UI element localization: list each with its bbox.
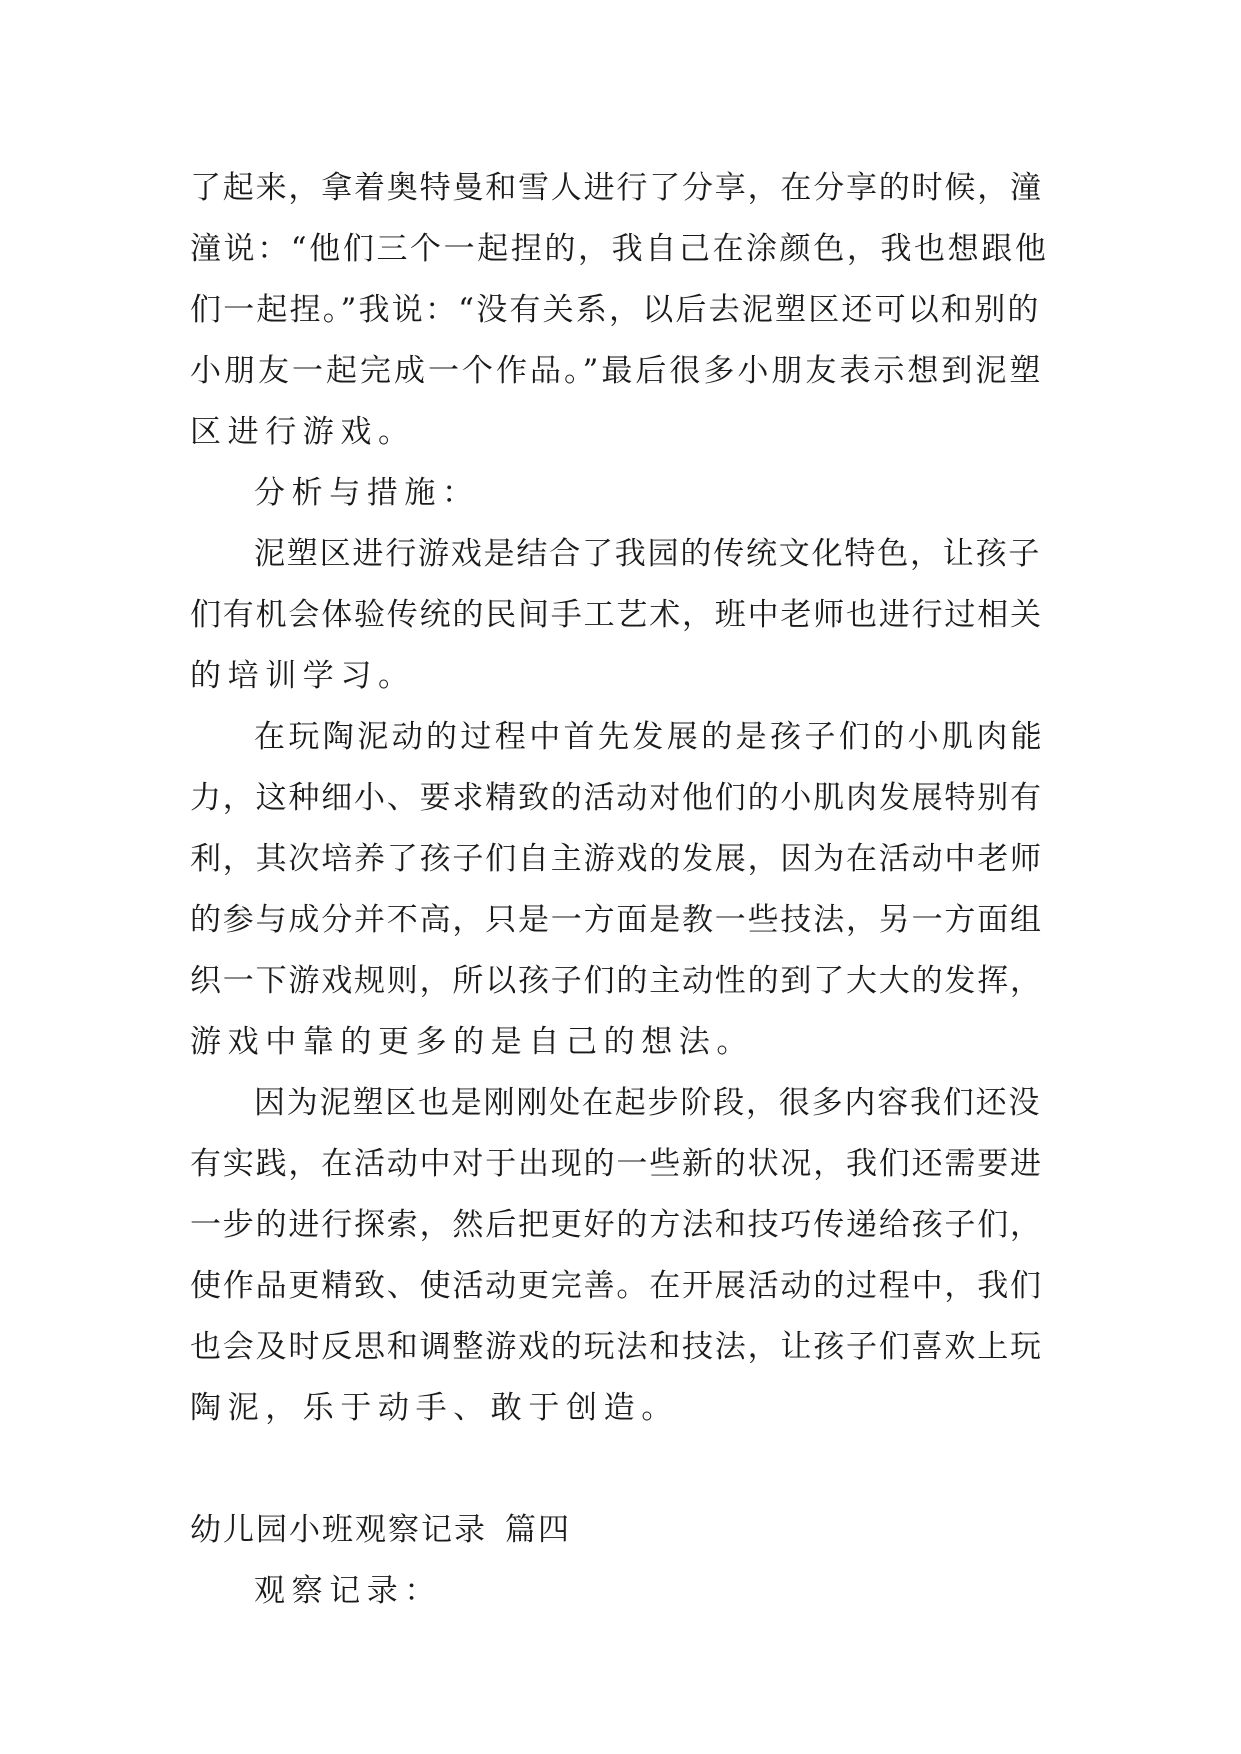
text-line: 利，其次培养了孩子们自主游戏的发展，因为在活动中老师 <box>190 841 1043 877</box>
text-line: 泥塑区进行游戏是结合了我园的传统文化特色，让孩子 <box>254 536 1042 572</box>
text-line: 在玩陶泥动的过程中首先发展的是孩子们的小肌肉能 <box>254 719 1046 755</box>
text-line: 使作品更精致、使活动更完善。在开展活动的过程中，我们 <box>190 1268 1043 1304</box>
section-part: 篇四 <box>505 1512 571 1548</box>
text-line: 的培训学习。 <box>190 658 416 694</box>
document-body <box>190 158 1050 1622</box>
text-line: 游戏中靠的更多的是自己的想法。 <box>190 1024 754 1060</box>
text-line: 力，这种细小、要求精致的活动对他们的小肌肉发展特别有 <box>190 780 1043 816</box>
text-line: 小朋友一起完成一个作品。”最后很多小朋友表示想到泥塑 <box>190 353 1044 389</box>
text-line: 一步的进行探索，然后把更好的方法和技巧传递给孩子们， <box>190 1207 1043 1243</box>
section-continuation <box>190 158 1050 463</box>
text-line: 区进行游戏。 <box>190 414 416 450</box>
text-line: 了起来，拿着奥特曼和雪人进行了分享，在分享的时候，潼 <box>190 170 1043 206</box>
paragraph <box>190 1073 1050 1439</box>
blank-line <box>190 1439 1050 1500</box>
text-line: 潼说：“他们三个一起捏的，我自己在涂颜色，我也想跟他 <box>190 231 1049 267</box>
text-line: 陶泥，乐于动手、敢于创造。 <box>190 1390 679 1426</box>
text-line: 织一下游戏规则，所以孩子们的主动性的到了大大的发挥， <box>190 963 1043 999</box>
paragraph <box>190 524 1050 707</box>
observation-label: 观察记录： <box>254 1573 442 1609</box>
analysis-label: 分析与措施： <box>254 475 480 511</box>
text-line: 因为泥塑区也是刚刚处在起步阶段，很多内容我们还没 <box>254 1085 1042 1121</box>
text-line: 们有机会体验传统的民间手工艺术，班中老师也进行过相关 <box>190 597 1043 633</box>
paragraph <box>190 707 1050 1073</box>
section-heading <box>190 1500 1050 1561</box>
section-title: 幼儿园小班观察记录 <box>190 1512 487 1548</box>
text-line: 有实践，在活动中对于出现的一些新的状况，我们还需要进 <box>190 1146 1043 1182</box>
text-line: 们一起捏。”我说：“没有关系，以后去泥塑区还可以和别的 <box>190 292 1041 328</box>
text-line: 的参与成分并不高，只是一方面是教一些技法，另一方面组 <box>190 902 1043 938</box>
text-line: 也会及时反思和调整游戏的玩法和技法，让孩子们喜欢上玩 <box>190 1329 1043 1365</box>
